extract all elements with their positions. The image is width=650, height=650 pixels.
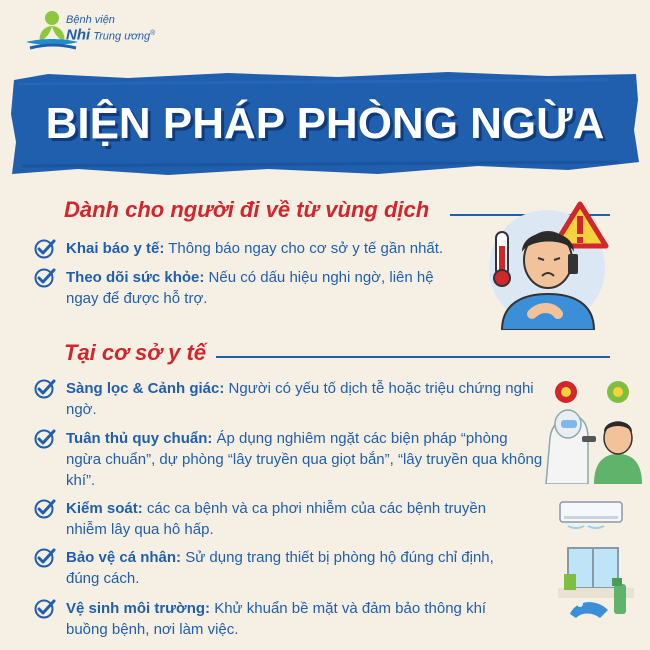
list-item — [34, 498, 524, 540]
list-item — [34, 378, 534, 420]
section-divider — [216, 356, 610, 358]
section-title-medical-facility: Tại cơ sở y tế — [64, 340, 207, 365]
temperature-screening-illustration-icon — [544, 378, 644, 484]
item-label: Sàng lọc & Cảnh giác: — [66, 380, 225, 397]
section-title-travelers: Dành cho người đi về từ vùng dịch — [64, 197, 430, 222]
item-text: Khử khuẩn bề mặt và đảm bảo thông khí buồng bệnh, nơi làm việc. — [66, 600, 487, 638]
list-item — [34, 547, 524, 589]
air-conditioner-icon — [556, 500, 626, 532]
registered-mark: ® — [150, 30, 156, 37]
item-text: Sử dụng trang thiết bị phòng hộ đúng chỉ định, đúng cách. — [66, 549, 494, 587]
title-banner — [8, 70, 642, 178]
list-item — [34, 238, 474, 260]
item-label: Bảo vệ cá nhân: — [66, 549, 182, 566]
item-label: Kiểm soát: — [66, 500, 143, 517]
sick-person-illustration-icon — [482, 196, 612, 330]
item-text: Nếu có dấu hiệu nghi ngờ, liên hệ ngay để được hỗ trợ. — [66, 269, 434, 307]
hospital-name — [66, 14, 155, 44]
item-label: Vệ sinh môi trường: — [66, 600, 211, 617]
list-item — [34, 428, 544, 491]
checkmark-icon — [34, 378, 56, 400]
page-title: BIỆN PHÁP PHÒNG NGỪA — [45, 99, 605, 148]
item-label: Tuân thủ quy chuẩn: — [66, 430, 213, 447]
checkmark-icon — [34, 598, 56, 620]
item-text: các ca bệnh và ca phơi nhiễm của các bệnh truyền nhiễm lây qua hô hấp. — [66, 500, 487, 538]
item-label: Theo dõi sức khỏe: — [66, 269, 205, 286]
checkmark-icon — [34, 428, 56, 450]
item-text: Áp dụng nghiêm ngặt các biện pháp “phòng ngừa chuẩn”, dự phòng “lây truyền qua giọt bắn”, “lây truyền qua không khí”. — [66, 430, 543, 489]
checkmark-icon — [34, 267, 56, 289]
checkmark-icon — [34, 547, 56, 569]
list-item — [34, 267, 444, 309]
checkmark-icon — [34, 498, 56, 520]
item-text: Thông báo ngay cho cơ sở y tế gần nhất. — [164, 240, 444, 257]
hospital-name-rest: Trung ương — [93, 30, 151, 43]
checkmark-icon — [34, 238, 56, 260]
list-item — [34, 598, 514, 640]
item-label: Khai báo y tế: — [66, 240, 165, 257]
disinfection-cleaning-icon — [556, 544, 636, 622]
hospital-name-line1: Bệnh viện — [66, 14, 115, 26]
hospital-name-bold: Nhi — [66, 26, 91, 44]
item-text: Người có yếu tố dịch tễ hoặc triệu chứng nghi ngờ. — [66, 380, 534, 418]
